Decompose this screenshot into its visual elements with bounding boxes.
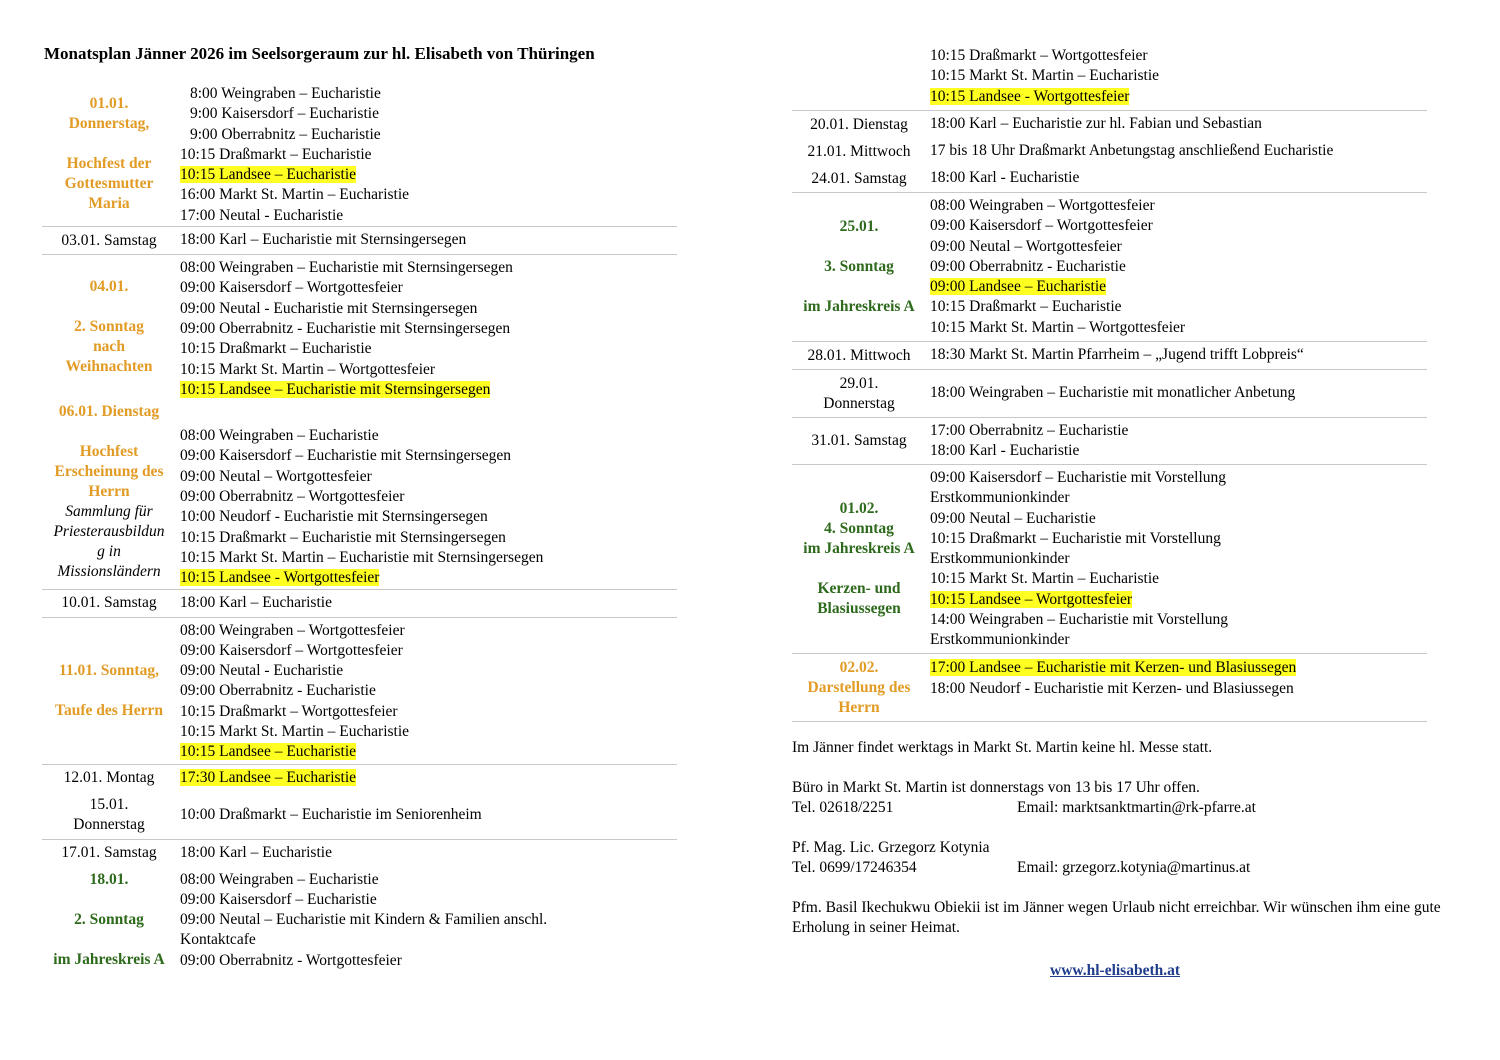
- schedule-block-2801: [792, 342, 1427, 370]
- event-list: [176, 400, 677, 588]
- date-label: 02.02. Darstellung des Herrn: [807, 658, 911, 716]
- schedule-block-0301: [42, 227, 677, 255]
- website-link[interactable]: www.hl-elisabeth.at: [1050, 962, 1181, 979]
- event-line-highlighted: 10:15 Landsee – Eucharistie: [180, 743, 357, 761]
- notes-section: [792, 738, 1442, 958]
- event-line: 09:00 Neutal - Eucharistie mit Sternsingersegen: [180, 299, 478, 317]
- date-label: 29.01. Donnerstag: [823, 374, 895, 412]
- event-line: 09:00 Kaisersdorf – Wortgottesfeier: [180, 641, 403, 659]
- event-line: 09:00 Oberrabnitz - Wortgottesfeier: [180, 951, 402, 969]
- event-line: 9:00 Oberrabnitz – Eucharistie: [190, 125, 381, 143]
- note-weekday: Im Jänner findet werktags in Markt St. Martin keine hl. Messe statt.: [792, 739, 1213, 756]
- event-line: 17:00 Neutal - Eucharistie: [180, 206, 344, 224]
- schedule-block-1001: [42, 590, 677, 618]
- schedule-block-0601: [42, 400, 677, 589]
- event-line: Erstkommunionkinder: [930, 550, 1070, 568]
- event-line: 18:00 Karl - Eucharistie: [930, 442, 1080, 459]
- event-line: 10:15 Markt St. Martin – Eucharistie: [930, 67, 1160, 85]
- event-line: 10:15 Draßmarkt – Eucharistie: [180, 145, 372, 163]
- event-list: [176, 618, 677, 764]
- event-line-highlighted: 17:30 Landsee – Eucharistie: [180, 768, 357, 786]
- date-label: 17.01. Samstag: [61, 844, 157, 862]
- event-line: 10:15 Markt St. Martin – Eucharistie mit Sternsingersegen: [180, 548, 544, 566]
- event-line: 16:00 Markt St. Martin – Eucharistie: [180, 186, 410, 204]
- date-label: 12.01. Montag: [63, 769, 155, 787]
- schedule-block-1201: [42, 765, 677, 792]
- schedule-block-2001: [792, 111, 1427, 138]
- event-line: 10:15 Markt St. Martin – Eucharistie: [930, 570, 1160, 588]
- schedule-block-0101: [42, 82, 677, 227]
- event-line: 10:15 Markt St. Martin – Wortgottesfeier: [180, 360, 436, 378]
- schedule-block-3101: [792, 418, 1427, 465]
- event-line: 10:15 Markt St. Martin – Wortgottesfeier: [930, 318, 1186, 336]
- event-line: 10:15 Draßmarkt – Wortgottesfeier: [180, 702, 398, 720]
- event-line-highlighted: 10:15 Landsee – Eucharistie: [180, 166, 357, 184]
- event-line: 10:15 Draßmarkt – Eucharistie mit Sternsingersegen: [180, 528, 506, 546]
- event-line: 08:00 Weingraben – Eucharistie mit Sternsingersegen: [180, 259, 513, 277]
- schedule-block-1801: [42, 867, 677, 972]
- event-line: 10:15 Markt St. Martin – Eucharistie: [180, 723, 410, 741]
- note-vacation: Pfm. Basil Ikechukwu Obiekii ist im Jänner wegen Urlaub nicht erreichbar. Wir wünschen ihm eine gute Erholung in seiner Heimat.: [792, 898, 1441, 936]
- event-line: 10:00 Draßmarkt – Eucharistie im Seniorenheim: [180, 805, 482, 823]
- schedule-block-2101: [792, 138, 1427, 165]
- date-label: 21.01. Mittwoch: [807, 142, 911, 160]
- schedule-block-1801-cont: [792, 46, 1427, 111]
- event-line: 09:00 Oberrabnitz – Wortgottesfeier: [180, 488, 405, 506]
- left-schedule: [42, 82, 677, 972]
- event-line-highlighted: 10:15 Landsee – Wortgottesfeier: [930, 590, 1133, 608]
- event-line: 10:15 Draßmarkt – Eucharistie: [930, 298, 1122, 316]
- event-line: 10:15 Draßmarkt – Eucharistie: [180, 340, 372, 358]
- event-line: 17:00 Oberrabnitz – Eucharistie: [930, 421, 1129, 439]
- date-label: 25.01. 3. Sonntag im Jahreskreis A: [803, 218, 915, 315]
- event-line-highlighted: 10:15 Landsee - Wortgottesfeier: [930, 87, 1130, 105]
- event-line: 9:00 Kaisersdorf – Eucharistie: [190, 105, 379, 123]
- event-line: 18:00 Karl - Eucharistie: [930, 169, 1080, 187]
- schedule-block-0102: [792, 465, 1427, 654]
- event-line: 18:00 Neudorf - Eucharistie mit Kerzen- und Blasiussegen: [930, 679, 1294, 697]
- date-label: 15.01. Donnerstag: [73, 796, 145, 834]
- date-label: 01.02. 4. Sonntag im Jahreskreis A Kerzen- und Blasiussegen: [803, 500, 915, 617]
- event-line: 09:00 Kaisersdorf – Eucharistie mit Vorstellung: [930, 469, 1227, 486]
- office-phone: Tel. 02618/2251: [792, 799, 894, 816]
- event-line: 09:00 Kaisersdorf – Wortgottesfeier: [180, 279, 403, 297]
- event-line: 08:00 Weingraben – Wortgottesfeier: [180, 621, 405, 639]
- event-line: 18:00 Karl – Eucharistie: [180, 843, 332, 861]
- schedule-block-0401: [42, 255, 677, 400]
- event-line: Erstkommunionkinder: [930, 631, 1070, 649]
- event-line: 09:00 Oberrabnitz - Eucharistie: [930, 257, 1126, 275]
- event-line: 09:00 Oberrabnitz - Eucharistie: [180, 682, 376, 700]
- date-label: 04.01. 2. Sonntag nach Weihnachten: [65, 278, 153, 376]
- date-label: 24.01. Samstag: [811, 169, 907, 187]
- event-line-highlighted: 10:15 Landsee – Eucharistie mit Sternsingersegen: [180, 380, 491, 398]
- priest-phone: Tel. 0699/17246354: [792, 859, 917, 876]
- event-line: 18:00 Weingraben – Eucharistie mit monatlicher Anbetung: [930, 384, 1296, 402]
- event-line: 14:00 Weingraben – Eucharistie mit Vorstellung: [930, 611, 1228, 629]
- date-label: 31.01. Samstag: [811, 432, 907, 449]
- schedule-block-1101: [42, 618, 677, 765]
- schedule-block-2901: [792, 370, 1427, 418]
- event-line: 18:30 Markt St. Martin Pfarrheim – „Jugend trifft Lobpreis“: [930, 346, 1304, 364]
- event-line: 8:00 Weingraben – Eucharistie: [190, 85, 381, 102]
- event-line: 09:00 Kaisersdorf – Wortgottesfeier: [930, 217, 1153, 235]
- date-label: 28.01. Mittwoch: [807, 346, 911, 364]
- page-title: Monatsplan Jänner 2026 im Seelsorgeraum zur hl. Elisabeth von Thüringen: [44, 44, 595, 63]
- priest-email[interactable]: Email: grzegorz.kotynia@martinus.at: [1017, 859, 1251, 876]
- event-line: 09:00 Neutal - Eucharistie: [180, 662, 344, 680]
- event-line: 18:00 Karl – Eucharistie zur hl. Fabian und Sebastian: [930, 115, 1262, 133]
- event-line: 18:00 Karl – Eucharistie: [180, 593, 332, 611]
- event-line-highlighted: 09:00 Landsee – Eucharistie: [930, 278, 1107, 296]
- event-line: 17 bis 18 Uhr Draßmarkt Anbetungstag anschließend Eucharistie: [930, 142, 1334, 160]
- date-label: 18.01. 2. Sonntag im Jahreskreis A: [53, 870, 165, 968]
- date-label: 10.01. Samstag: [61, 594, 157, 612]
- event-line: 10:00 Neudorf - Eucharistie mit Sternsingersegen: [180, 508, 488, 526]
- schedule-block-1701: [42, 840, 677, 867]
- event-list: [926, 465, 1427, 653]
- event-list: [926, 46, 1427, 110]
- note-office: Büro in Markt St. Martin ist donnerstags von 13 bis 17 Uhr offen. Tel. 02618/2251 Email: marktsanktmartin@rk-pfarre.at: [792, 778, 1442, 819]
- event-line: 09:00 Neutal – Wortgottesfeier: [180, 467, 372, 485]
- event-list: [926, 658, 1427, 699]
- date-label: 20.01. Dienstag: [810, 115, 908, 133]
- event-line: 09:00 Neutal – Wortgottesfeier: [930, 237, 1122, 255]
- date-label: 11.01. Sonntag, Taufe des Herrn: [55, 661, 163, 719]
- schedule-block-0202: [792, 654, 1427, 722]
- event-line: 08:00 Weingraben – Wortgottesfeier: [930, 197, 1155, 214]
- event-list: [176, 255, 677, 400]
- event-line: 08:00 Weingraben – Eucharistie: [180, 427, 379, 445]
- event-line: 18:00 Karl – Eucharistie mit Sternsingersegen: [180, 231, 467, 249]
- event-line: 09:00 Kaisersdorf – Eucharistie mit Sternsingersegen: [180, 447, 512, 465]
- event-list: [926, 421, 1427, 462]
- event-list: [176, 867, 677, 972]
- event-line: Erstkommunionkinder: [930, 489, 1070, 507]
- event-line: 09:00 Kaisersdorf – Eucharistie: [180, 890, 377, 908]
- schedule-block-1501: [42, 792, 677, 840]
- note-priest: Pf. Mag. Lic. Grzegorz Kotynia Tel. 0699/17246354 Email: grzegorz.kotynia@martinus.at: [792, 838, 1442, 879]
- event-line: 10:15 Draßmarkt – Eucharistie mit Vorstellung: [930, 529, 1221, 547]
- right-schedule: [792, 46, 1427, 722]
- event-line-highlighted: 17:00 Landsee – Eucharistie mit Kerzen- und Blasiussegen: [930, 659, 1297, 677]
- date-label: 01.01. Donnerstag, Hochfest der Gottesmutter Maria: [64, 95, 154, 212]
- office-email[interactable]: Email: marktsanktmartin@rk-pfarre.at: [1017, 799, 1256, 816]
- event-line: 08:00 Weingraben – Eucharistie: [180, 870, 379, 888]
- event-line: 09:00 Oberrabnitz - Eucharistie mit Sternsingersegen: [180, 319, 511, 337]
- date-label: 06.01. Dienstag Hochfest Erscheinung des Herrn Sammlung für Priesterausbildun g in Missionsländern: [53, 403, 165, 581]
- schedule-block-2401: [792, 165, 1427, 193]
- event-list: [176, 82, 677, 226]
- event-line: 10:15 Draßmarkt – Wortgottesfeier: [930, 47, 1148, 64]
- event-line: 09:00 Neutal – Eucharistie mit Kindern & Familien anschl.: [180, 911, 548, 929]
- event-list: [926, 193, 1427, 341]
- event-line: 09:00 Neutal – Eucharistie: [930, 509, 1096, 527]
- date-label: 03.01. Samstag: [61, 231, 157, 249]
- event-line-highlighted: 10:15 Landsee - Wortgottesfeier: [180, 569, 380, 587]
- event-line: Kontaktcafe: [180, 931, 256, 949]
- schedule-block-2501: [792, 193, 1427, 342]
